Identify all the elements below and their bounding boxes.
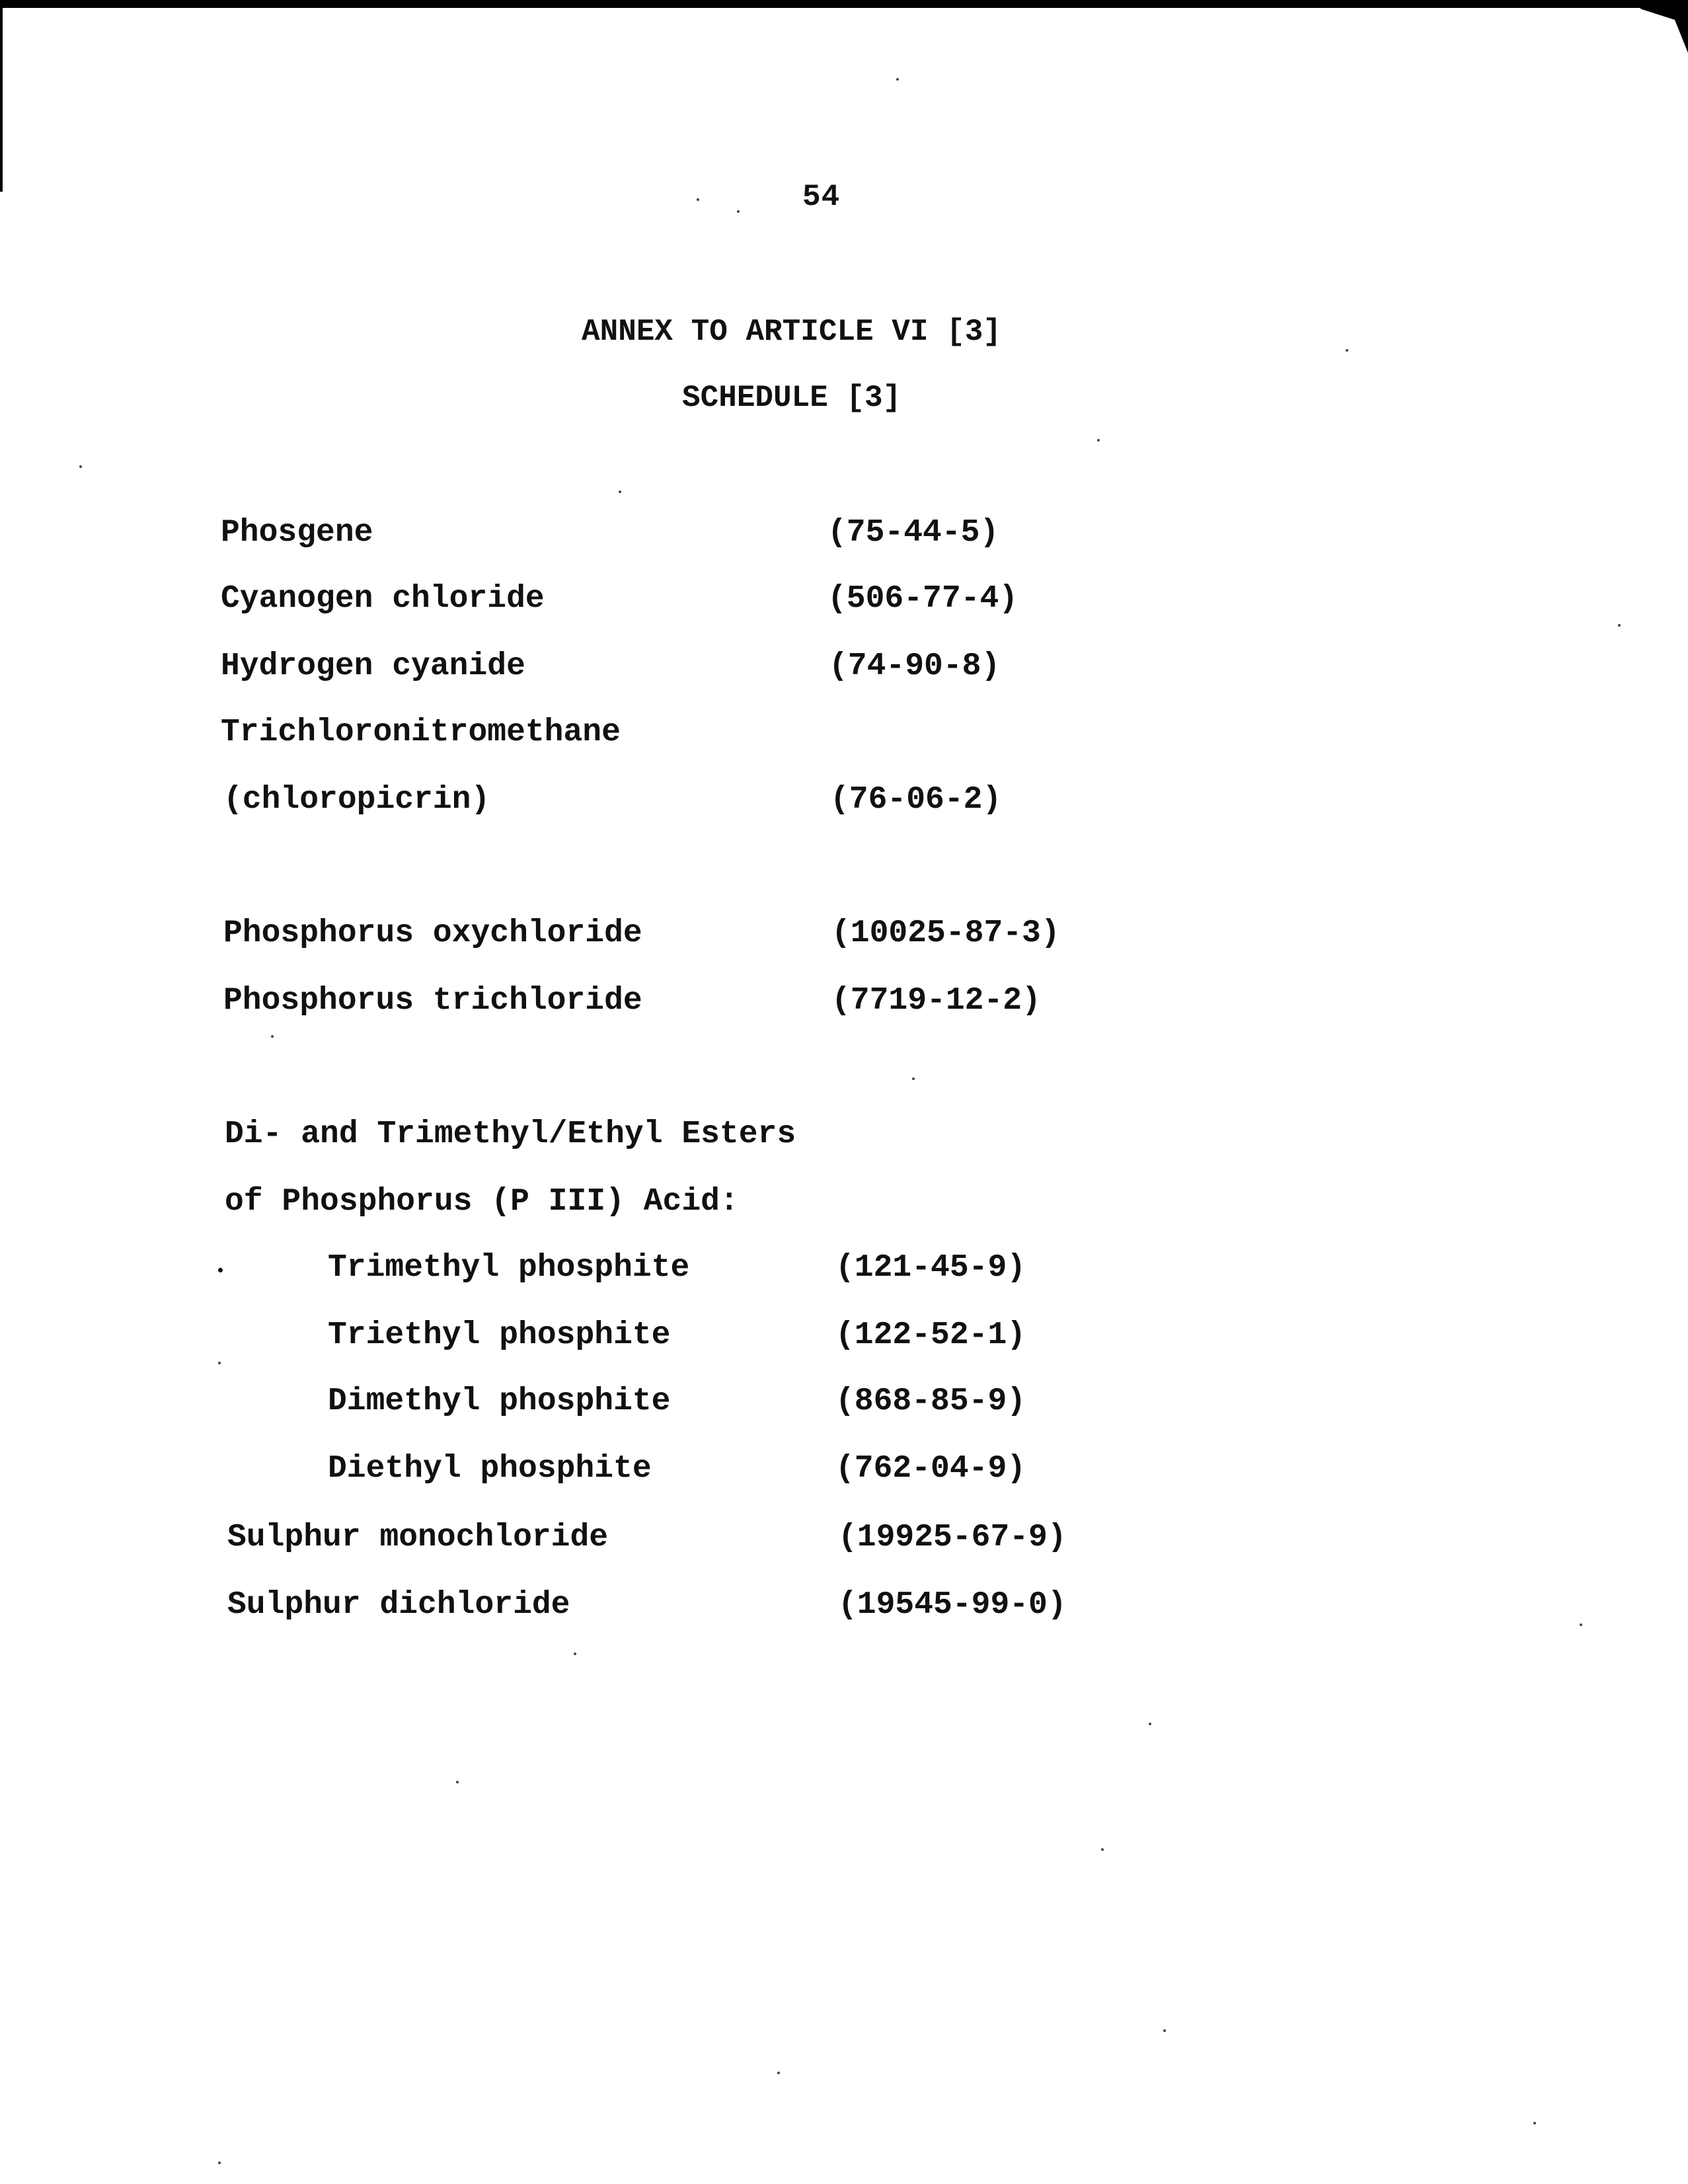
- scan-speck: [79, 465, 82, 468]
- chemical-name: Phosgene: [221, 515, 373, 551]
- scan-speck: [1580, 1623, 1582, 1626]
- scan-speck: [1149, 1723, 1151, 1725]
- scan-speck: [1101, 1848, 1104, 1851]
- cas-number: (19545-99-0): [838, 1587, 1067, 1623]
- scan-speck: [1618, 624, 1621, 627]
- chemical-name: Trichloronitromethane: [221, 715, 621, 750]
- cas-number: (76-06-2): [830, 782, 1002, 818]
- scan-speck: [896, 78, 899, 81]
- scan-speck: [1097, 439, 1100, 442]
- scan-speck: [912, 1077, 915, 1080]
- chemical-name: Sulphur dichloride: [227, 1587, 570, 1623]
- chemical-name: Hydrogen cyanide: [221, 648, 525, 684]
- scan-speck: [218, 1362, 221, 1364]
- scan-speck: [456, 1781, 459, 1783]
- chemical-name: Diethyl phosphite: [328, 1451, 652, 1487]
- scan-speck: [737, 210, 740, 213]
- cas-number: (74-90-8): [829, 648, 1001, 684]
- schedule-subtitle: SCHEDULE [3]: [682, 381, 902, 415]
- scan-speck: [1163, 2029, 1166, 2032]
- scan-speck: [1346, 349, 1348, 352]
- page-corner-fold: [1629, 0, 1688, 53]
- cas-number: (7719-12-2): [831, 983, 1041, 1019]
- cas-number: (506-77-4): [827, 581, 1018, 617]
- scan-speck: [777, 2072, 780, 2074]
- scan-speck: [1533, 2122, 1536, 2125]
- scan-speck: [218, 2162, 221, 2164]
- cas-number: (868-85-9): [835, 1384, 1026, 1419]
- scan-speck: [697, 198, 699, 201]
- chemical-name: (chloropicrin): [223, 782, 490, 818]
- group-heading: Di- and Trimethyl/Ethyl Esters: [225, 1116, 796, 1152]
- page-number: 54: [802, 180, 841, 214]
- annex-title: ANNEX TO ARTICLE VI [3]: [582, 315, 1001, 349]
- group-heading: of Phosphorus (P III) Acid:: [225, 1184, 739, 1220]
- cas-number: (121-45-9): [835, 1250, 1026, 1286]
- chemical-name: Triethyl phosphite: [328, 1317, 671, 1353]
- cas-number: (19925-67-9): [838, 1520, 1067, 1555]
- chemical-name: Dimethyl phosphite: [328, 1384, 671, 1419]
- cas-number: (10025-87-3): [831, 916, 1060, 951]
- scan-speck: [619, 490, 621, 493]
- scan-border-left: [0, 0, 3, 192]
- scan-speck: [271, 1035, 274, 1038]
- cas-number: (122-52-1): [835, 1317, 1026, 1353]
- cas-number: (75-44-5): [827, 515, 999, 551]
- chemical-name: Phosphorus trichloride: [223, 983, 642, 1019]
- scan-speck: [574, 1653, 576, 1655]
- chemical-name: Trimethyl phosphite: [328, 1250, 690, 1286]
- chemical-name: Sulphur monochloride: [227, 1520, 609, 1555]
- scan-border-top: [0, 0, 1688, 8]
- chemical-name: Phosphorus oxychloride: [223, 916, 642, 951]
- stray-mark: [218, 1268, 223, 1272]
- cas-number: (762-04-9): [835, 1451, 1026, 1487]
- chemical-name: Cyanogen chloride: [221, 581, 545, 617]
